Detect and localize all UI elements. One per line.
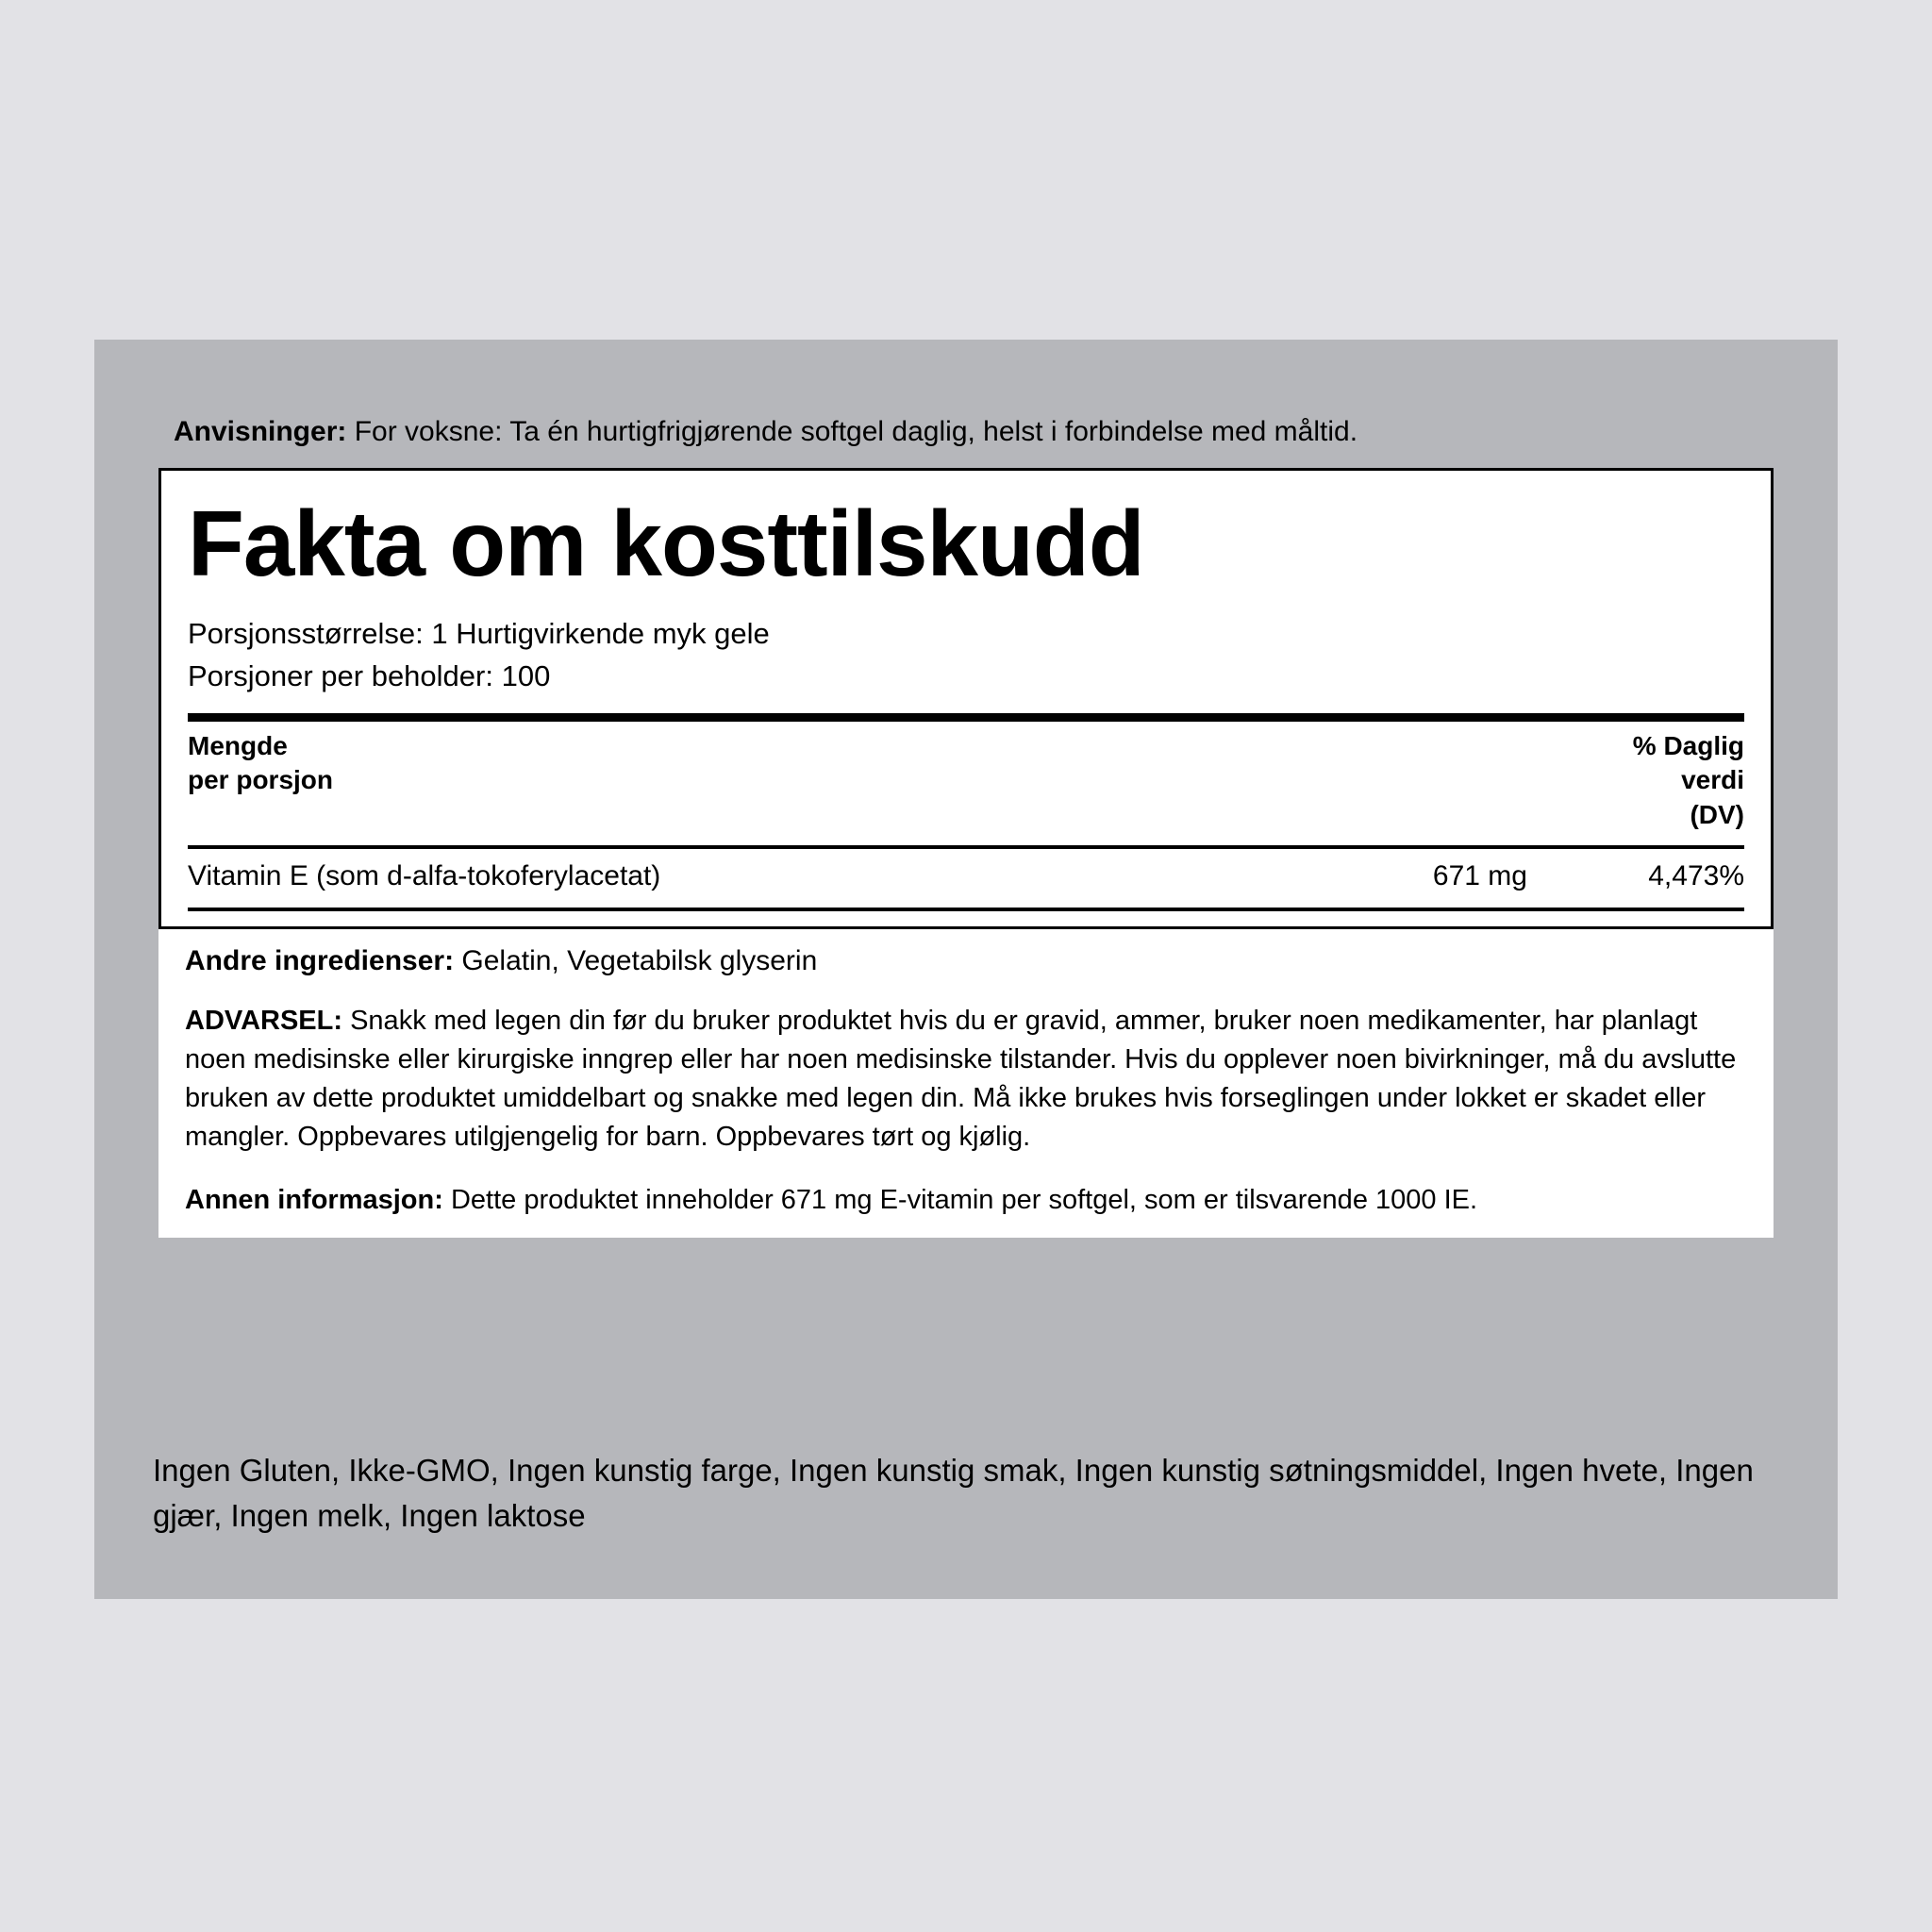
warning-label: ADVARSEL: [185,1005,343,1036]
nutrient-daily-value: 4,473% [1648,859,1744,891]
directions-label: Anvisninger: [174,416,347,447]
nutrient-table-header [188,722,1744,838]
daily-value-header [1633,729,1744,832]
additional-information-body: Dette produktet inneholder 671 mg E-vitamin per softgel, som er tilsvarende 1000 IE. [442,1184,1478,1215]
supplement-facts-title: Fakta om kosttilskudd [188,491,1144,595]
warning-text [185,1002,1747,1158]
supplement-label-panel [94,340,1838,1599]
additional-information-label: Annen informasjon: [185,1184,443,1215]
divider-bottom [188,908,1744,911]
directions-body: For voksne: Ta én hurtigfrigjørende softgel daglig, helst i forbindelse med måltid. [346,416,1358,447]
table-row [188,849,1744,902]
dv-header-line-3: (DV) [1690,799,1744,829]
directions-text [174,415,1777,449]
additional-information [185,1182,1747,1219]
nutrient-name: Vitamin E (som d-alfa-tokoferylacetat) [188,859,661,891]
amount-header-line-2: per porsjon [188,765,334,795]
divider-thick [188,713,1744,722]
serving-size: Porsjonsstørrelse: 1 Hurtigvirkende myk gele [188,616,770,650]
servings-per-container: Porsjoner per beholder: 100 [188,658,551,692]
supplement-facts-panel [158,468,1774,1238]
dv-header-line-1: % Daglig [1632,730,1744,760]
free-from-claims: Ingen Gluten, Ikke-GMO, Ingen kunstig farge, Ingen kunstig smak, Ingen kunstig søtningsmiddel, Ingen hvete, Ingen gjær, Ingen melk, Ingen laktose [153,1453,1754,1534]
supplement-notes [158,929,1774,1238]
warning-body: Snakk med legen din før du bruker produktet hvis du er gravid, ammer, bruker noen medikamenter, har planlagt noen medisinske eller kirurgiske inngrep eller har noen medisinske tilstander. Hvis du opplever noen bivirkninger, må du avslutte bruken av dette produktet umiddelbart og snakke med legen din. Må ikke brukes hvis forseglingen under lokket er skadet eller mangler. Oppbevares utilgjengelig for barn. Oppbevares tørt og kjølig. [185,1005,1737,1153]
other-ingredients [185,942,1747,979]
amount-per-serving-header [188,729,333,798]
dv-header-line-2: verdi [1681,765,1744,795]
amount-header-line-1: Mengde [188,730,288,760]
nutrient-amount: 671 mg [1432,859,1527,891]
supplement-facts-box [158,468,1774,929]
other-ingredients-label: Andre ingredienser: [185,944,455,976]
other-ingredients-body: Gelatin, Vegetabilsk glyserin [454,944,818,976]
